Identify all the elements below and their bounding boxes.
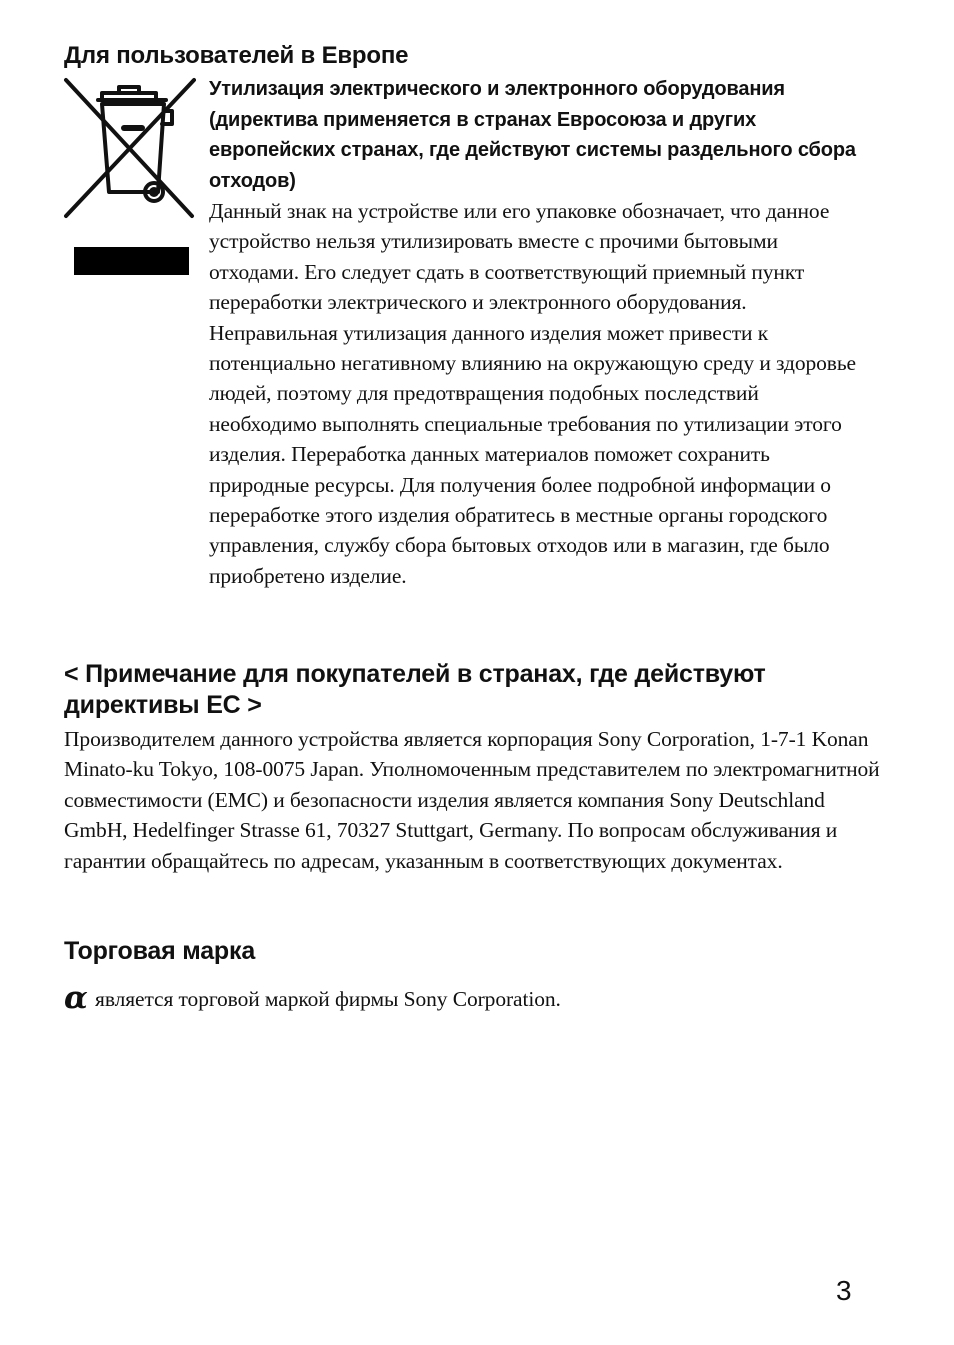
trademark-text: является торговой маркой фирмы Sony Corporation. xyxy=(95,987,561,1011)
section-europe-subtitle: Утилизация электрического и электронного оборудования (директива применяется в странах Евросоюза и других европейских странах, где действуют системы раздельного сбора отходов) xyxy=(209,78,856,192)
alpha-logo-icon: α xyxy=(64,980,88,1016)
trademark-statement xyxy=(64,982,884,1015)
page-number: 3 xyxy=(836,1275,852,1306)
section-europe-title: Для пользователей в Европе xyxy=(64,42,409,69)
section-ec-note-body: Производителем данного устройства является корпорация Sony Corporation, 1-7-1 Konan Minato-ku Tokyo, 108-0075 Japan. Уполномоченным представителем по электромагнитной совместимости (EMC) и безопасности изделия является компания Sony Deutschland GmbH, Hedelfinger Strasse 61, 70327 Stuttgart, Germany. По вопросам обслуживания и гарантии обращайтесь по адресам, указанным в соответствующих документах. xyxy=(64,727,880,873)
section-ec-note-title: < Примечание для покупателей в странах, где действуют директивы ЕС > xyxy=(64,660,766,719)
weee-solid-bar xyxy=(74,247,189,275)
crossed-out-wheelie-bin-icon xyxy=(62,76,196,226)
section-trademark-title: Торговая марка xyxy=(64,937,256,965)
section-europe-body: Данный знак на устройстве или его упаковке обозначает, что данное устройство нельзя утилизировать вместе с прочими бытовыми отходами. Его следует сдать в соответствующий приемный пункт переработки электрического и электронного оборудования. Неправильная утилизация данного изделия может привести к потенциально негативному влиянию на окружающую среду и здоровье людей, поэтому для предотвращения подобных последствий необходимо выполнять специальные требования по утилизации этого изделия. Переработка данных материалов поможет сохранить природные ресурсы. Для получения более подробной информации о переработке этого изделия обратитесь в местные органы городского управления, службу сбора бытовых отходов или в магазин, где было приобретено изделие. xyxy=(209,199,856,588)
section-europe-content xyxy=(209,74,869,591)
